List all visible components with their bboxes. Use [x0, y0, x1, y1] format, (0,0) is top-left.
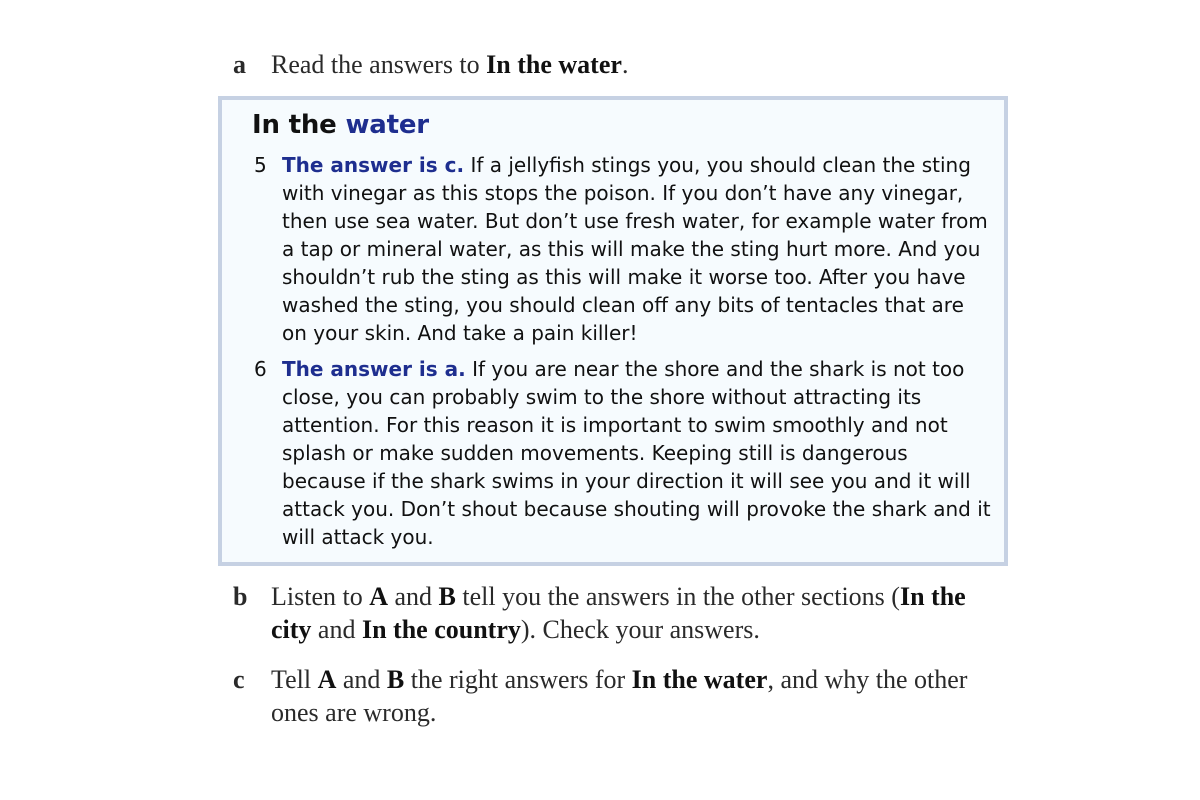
exercise-c — [233, 663, 971, 729]
answer-explanation: If a jellyfish stings you, you should clean the sting with vinegar as this stops the poison. If you don’t have any vinegar, then use sea water. But don’t use fresh water, for example water from a tap or mineral water, as this will make the sting hurt more. And you shouldn’t rub the sting as this will make it worse too. After you have washed the sting, you should clean off any bits of tentacles that are on your skin. And take a pain killer! — [282, 153, 988, 345]
answer-label: The answer is a. — [282, 357, 466, 381]
exercise-b-t5: ). Check your answers. — [520, 615, 760, 644]
answer-item-6 — [252, 355, 992, 551]
box-title-part2: water — [345, 110, 429, 140]
answer-explanation: If you are near the shore and the shark is not too close, you can probably swim to the shore without attracting its attention. For this reason it is important to swim smoothly and not splash or make sudden movements. Keeping still is dangerous because if the shark swims in your direction it will see you and it will attack you. Don’t shout because shouting will provoke the shark and it will attack you. — [282, 357, 991, 549]
exercise-c-b2: B — [386, 665, 405, 694]
exercise-b-t1: Listen to — [271, 582, 370, 611]
box-title-part1: In the — [252, 110, 346, 140]
answer-label: The answer is c. — [282, 153, 465, 177]
exercise-c-t1: Tell — [271, 665, 318, 694]
exercise-c-b1: A — [317, 665, 337, 694]
box-title — [252, 110, 429, 140]
exercise-a-text — [271, 48, 971, 81]
exercise-a-bold: In the water — [486, 50, 622, 79]
answer-box — [218, 96, 1008, 566]
exercise-b-t2: and — [388, 582, 439, 611]
exercise-c-b3: In the water — [631, 665, 768, 694]
item-number: 5 — [254, 153, 267, 177]
exercise-b — [233, 580, 971, 646]
exercise-b-t4: and — [311, 615, 362, 644]
exercise-c-letter: c — [233, 665, 245, 694]
exercise-a — [233, 48, 971, 81]
exercise-a-text-after: . — [621, 50, 629, 79]
exercise-c-t3: the right answers for — [404, 665, 632, 694]
exercise-b-text — [271, 580, 971, 646]
exercise-c-t2: and — [336, 665, 387, 694]
exercise-a-text-before: Read the answers to — [271, 50, 487, 79]
exercise-a-letter: a — [233, 50, 246, 79]
exercise-b-t3: tell you the answers in the other sections ( — [455, 582, 900, 611]
exercise-b-b3: In the city — [271, 582, 966, 644]
exercise-b-letter: b — [233, 582, 248, 611]
answer-item-5 — [252, 151, 992, 347]
item-text — [282, 151, 992, 347]
item-number: 6 — [254, 357, 267, 381]
exercise-c-t4: , and why the other ones are wrong. — [271, 665, 968, 727]
exercise-c-text — [271, 663, 971, 729]
item-text — [282, 355, 992, 551]
exercise-b-b2: B — [438, 582, 456, 611]
exercise-b-b1: A — [369, 582, 388, 611]
exercise-b-b4: In the country — [361, 615, 521, 644]
